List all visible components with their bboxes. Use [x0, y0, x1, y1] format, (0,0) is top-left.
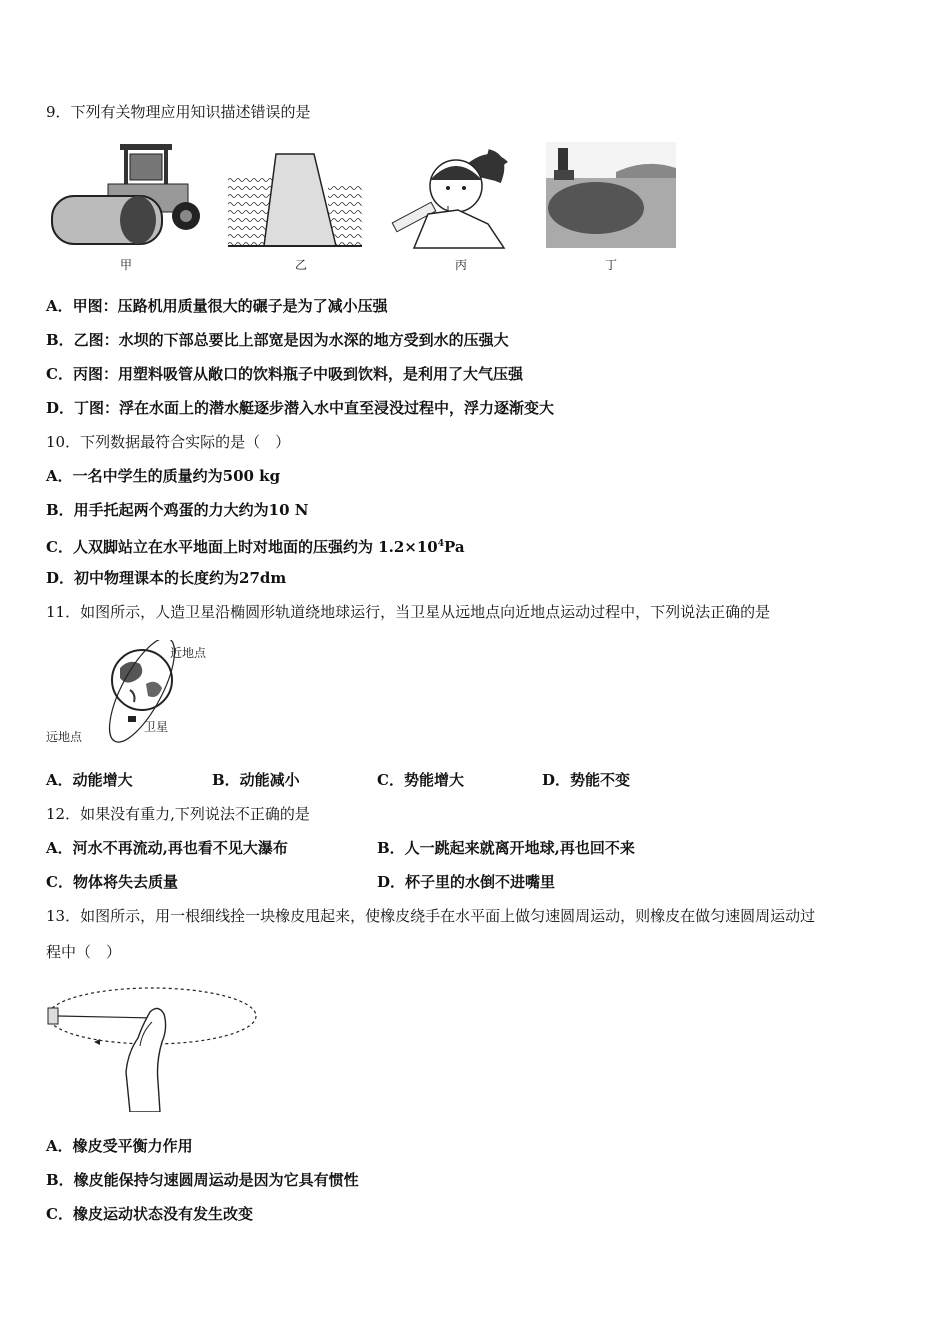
q11-option-c: C．势能增大: [377, 771, 464, 789]
q10-option-b: B．用手托起两个鸡蛋的力大约为10 N: [46, 501, 309, 519]
girl-straw-figure: [388, 142, 518, 250]
q10-option-c: [46, 534, 465, 557]
q9-option-d: D．丁图：浮在水面上的潜水艇逐步潜入水中直至浸没过程中，浮力逐渐变大: [46, 399, 555, 417]
q9-stem: 9．下列有关物理应用知识描述错误的是: [46, 103, 311, 121]
caption-jia: 甲: [120, 258, 133, 272]
q10-option-c-exponent: 4: [437, 539, 444, 549]
q9-option-b: B．乙图：水坝的下部总要比上部宽是因为水深的地方受到水的压强大: [46, 331, 509, 349]
dam-figure: [228, 152, 362, 248]
caption-bing: 丙: [455, 258, 468, 272]
q12-option-a: A．河水不再流动,再也看不见大瀑布: [46, 839, 288, 857]
perigee-label: 近地点: [170, 646, 207, 660]
q13-stem-line2: 程中（ ）: [46, 943, 122, 961]
q13-option-a: A．橡皮受平衡力作用: [46, 1137, 193, 1155]
q10-option-c-prefix: C．人双脚站立在水平地面上时对地面的压强约为 1.2×10: [46, 538, 438, 556]
q13-option-b: B．橡皮能保持匀速圆周运动是因为它具有惯性: [46, 1171, 359, 1189]
q10-option-c-unit: Pa: [443, 538, 465, 556]
road-roller-figure: [48, 140, 200, 250]
q13-stem-line1: 13．如图所示，用一根细线拴一块橡皮甩起来，使橡皮绕手在水平面上做匀速圆周运动，则橡皮在做匀速圆周运动过: [46, 907, 816, 925]
q12-stem: 12．如果没有重力,下列说法不正确的是: [46, 805, 310, 823]
q10-stem: 10．下列数据最符合实际的是（ ）: [46, 433, 291, 451]
apogee-label: 远地点: [46, 730, 83, 744]
rotating-eraser-figure: [44, 986, 264, 1112]
satellite-label: 卫星: [144, 720, 169, 734]
q11-option-a: A．动能增大: [46, 771, 133, 789]
q12-option-d: D．杯子里的水倒不进嘴里: [377, 873, 556, 891]
submarine-figure: [546, 142, 676, 248]
q10-option-d: D．初中物理课本的长度约为27dm: [46, 569, 287, 587]
q9-option-a: A．甲图：压路机用质量很大的碾子是为了减小压强: [46, 297, 388, 315]
q11-option-b: B．动能减小: [212, 771, 300, 789]
q12-option-c: C．物体将失去质量: [46, 873, 178, 891]
q11-option-d: D．势能不变: [542, 771, 631, 789]
q10-option-a: A．一名中学生的质量约为500 kg: [46, 467, 281, 485]
q12-option-b: B．人一跳起来就离开地球,再也回不来: [377, 839, 635, 857]
q11-stem: 11．如图所示，人造卫星沿椭圆形轨道绕地球运行，当卫星从远地点向近地点运动过程中，下列说法正确的是: [46, 603, 771, 621]
q9-option-c: C．丙图：用塑料吸管从敞口的饮料瓶子中吸到饮料，是利用了大气压强: [46, 365, 523, 383]
caption-yi: 乙: [295, 258, 308, 272]
q13-option-c: C．橡皮运动状态没有发生改变: [46, 1205, 253, 1223]
caption-ding: 丁: [605, 258, 618, 272]
